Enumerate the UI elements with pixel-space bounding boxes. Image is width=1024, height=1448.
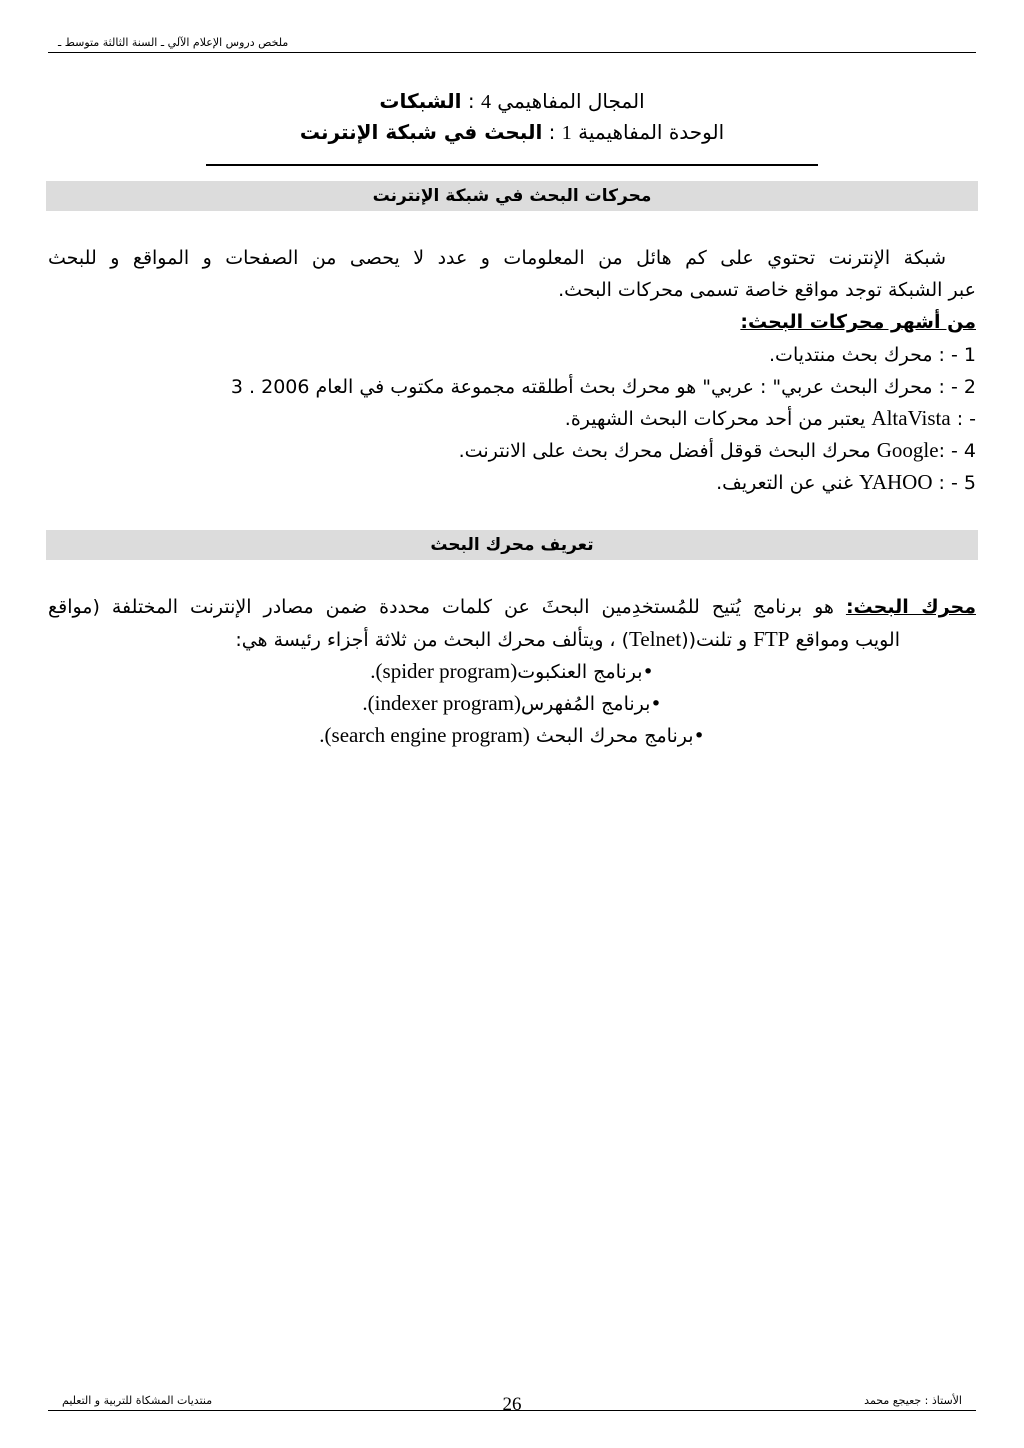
bullet: • [693,725,705,747]
header-rule [48,52,976,53]
intro-line-2: عبر الشبكة توجد مواقع خاصة تسمى محركات البحث. [558,279,976,301]
domain-prefix: المجال المفاهيمي [490,89,645,113]
unit-title [48,117,976,148]
section-heading-definition: تعريف محرك البحث [46,530,978,560]
list-item [48,466,976,498]
list-item-text: يعتبر من أحد محركات البحث الشهيرة. [564,408,872,430]
bullet: • [642,661,654,683]
domain-number: 4 [480,91,491,113]
section-body-search-engines [48,242,976,498]
definition-term: محرك البحث: [845,596,976,618]
component-arabic: برنامج المُفهرس [520,693,651,715]
unit-name: البحث في شبكة الإنترنت [299,120,543,144]
definition-line-1 [48,591,976,623]
list-item-prefix: 5 - : [932,472,976,494]
component-english: (search engine program). [319,723,530,747]
list-item-latin: Google [876,438,939,462]
list-item-prefix: 1 - : [932,344,976,366]
section-heading-search-engines: محركات البحث في شبكة الإنترنت [46,181,978,211]
title-underline [206,164,818,166]
definition-text: هو برنامج يُتيح للمُستخدِمين البحثَ عن كلمات محددة ضمن مصادر الإنترنت المختلفة (مواقع [48,596,846,618]
bullet: • [650,693,662,715]
definition-text-c: ) ، ويتألف محرك البحث من ثلاثة أجزاء رئيسة هي: [235,629,630,651]
list-item-latin: YAHOO [859,470,933,494]
section-body-definition [48,591,976,751]
component-item [48,655,976,687]
footer-rule [48,1410,976,1411]
page-number: 26 [502,1394,522,1415]
list-item [48,402,976,434]
running-header: ملخص دروس الإعلام الآلي ـ السنة الثالثة متوسط ـ [58,36,289,49]
list-item [48,434,976,466]
footer-author: الأستاذ : جعيجع محمد [864,1394,962,1407]
component-english: (spider program). [370,659,518,683]
definition-line-2 [48,623,976,655]
definition-text-a: الويب ومواقع [789,629,900,651]
definition-text-b: و تلنت(( [681,629,754,651]
domain-title [48,86,976,117]
component-item [48,719,976,751]
intro-line-1: شبكة الإنترنت تحتوي على كم هائل من المعلومات و عدد لا يحصى من الصفحات و المواقع و للبحث [48,247,946,269]
telnet-term: Telnet [629,627,682,651]
domain-name: الشبكات [379,89,462,113]
component-arabic: برنامج العنكبوت [517,661,643,683]
list-item [48,338,976,370]
list-item-text: محرك البحث قوقل أفضل محرك بحث على الانترنت. [458,440,877,462]
list-item-text: محرك بحث منتديات. [769,344,933,366]
unit-prefix: الوحدة المفاهيمية [571,120,725,144]
list-item-text: غني عن التعريف. [716,472,860,494]
list-item-prefix: - : [950,408,976,430]
footer-publisher: منتديات المشكاة للتربية و التعليم [62,1394,213,1407]
component-item [48,687,976,719]
unit-number: 1 [561,122,572,144]
unit-separator: : [542,120,562,144]
list-item-text: محرك البحث عربي" : عربي" هو محرك بحث أطلقته مجموعة مكتوب في العام 2006 . 3 [230,376,933,398]
list-item-latin: AltaVista [871,406,951,430]
title-block [48,86,976,148]
list-item [48,370,976,402]
list-heading: من أشهر محركات البحث: [740,311,976,333]
component-arabic: برنامج محرك البحث [529,725,694,747]
component-english: (indexer program). [362,691,521,715]
domain-separator: : [461,89,481,113]
list-item-prefix: 4 - : [938,440,976,462]
ftp-term: FTP [753,627,790,651]
list-item-prefix: 2 - : [932,376,976,398]
